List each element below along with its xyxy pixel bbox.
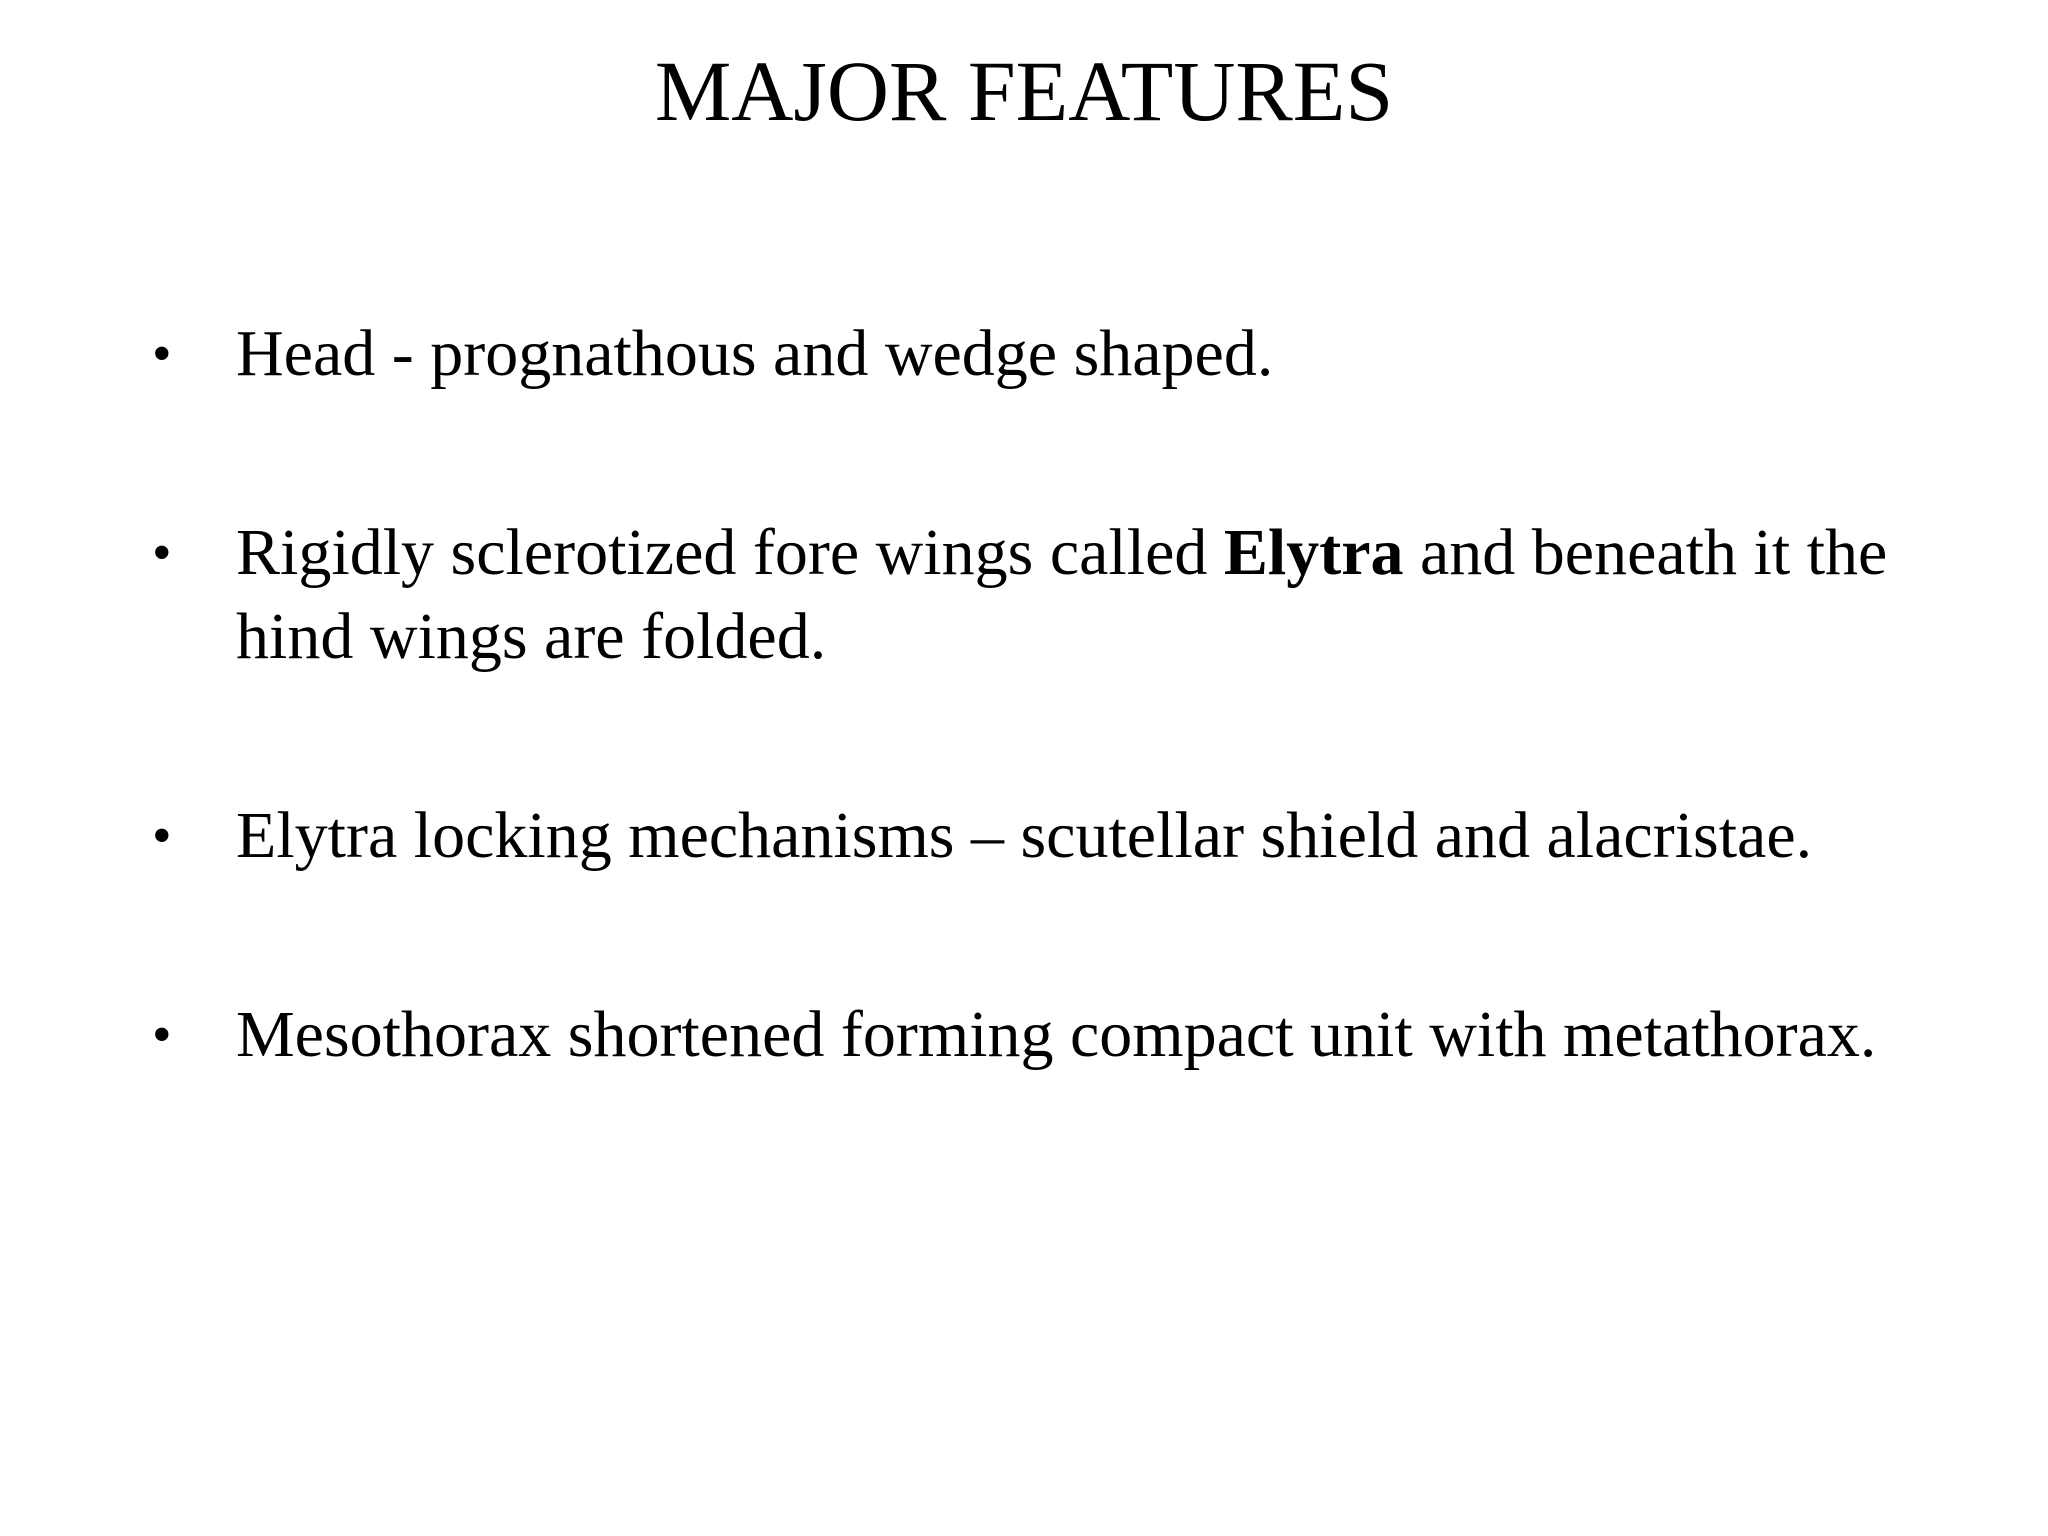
bullet-icon: • xyxy=(152,522,172,584)
bullet-text-before: Rigidly sclerotized fore wings called xyxy=(236,516,1224,589)
bullet-list xyxy=(148,312,1928,1077)
bullet-text-after: and beneath it the hind wings are folded. xyxy=(236,516,1888,673)
bullet-item-locking xyxy=(148,794,1928,878)
bullet-icon: • xyxy=(152,323,172,385)
bullet-icon: • xyxy=(152,1004,172,1066)
bullet-item-mesothorax xyxy=(148,993,1928,1077)
bullet-item-head xyxy=(148,312,1928,396)
bullet-text: Mesothorax shortened forming compact unit with metathorax. xyxy=(236,998,1877,1071)
bullet-text: Head - prognathous and wedge shaped. xyxy=(236,317,1274,390)
bullet-text: Elytra locking mechanisms – scutellar shield and alacristae. xyxy=(236,799,1813,872)
bullet-icon: • xyxy=(152,805,172,867)
bold-term-elytra: Elytra xyxy=(1223,516,1404,589)
slide-title: MAJOR FEATURES xyxy=(654,43,1394,139)
bullet-item-elytra xyxy=(148,511,1928,679)
